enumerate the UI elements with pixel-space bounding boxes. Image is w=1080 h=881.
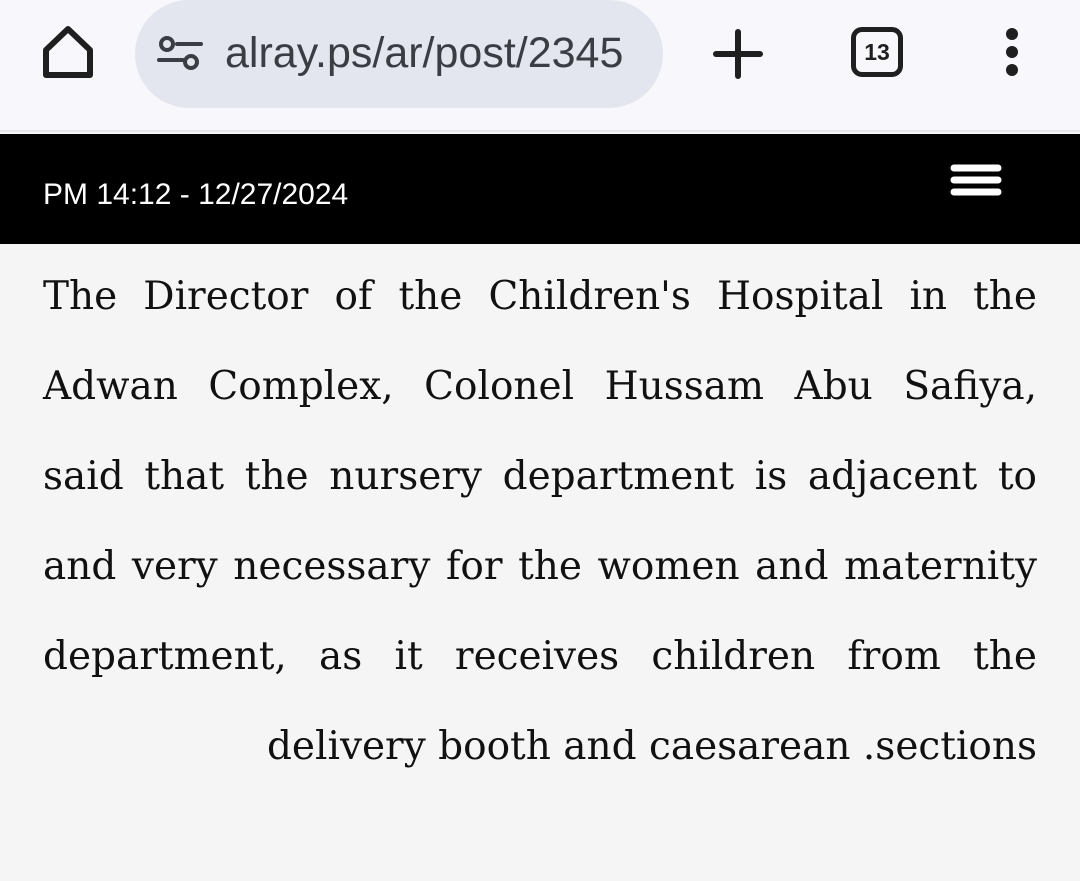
tab-count-button[interactable]: 13 (851, 27, 903, 77)
site-menu-button[interactable] (950, 162, 1002, 202)
new-tab-button[interactable] (710, 26, 766, 82)
url-text[interactable]: alray.ps/ar/post/2345 (225, 29, 624, 77)
tune-icon[interactable] (157, 34, 203, 74)
article-paragraph: The Director of the Children's Hospital in the Adwan Complex, Colonel Hussam Abu Safiya, said that the nursery department is adjacent to and very necessary for the women and maternity department, as it receives children from the delivery booth and caesarean .sections (43, 274, 1037, 769)
home-icon (36, 20, 100, 84)
address-bar[interactable] (135, 0, 663, 108)
plus-icon (710, 26, 766, 82)
more-vertical-icon (992, 24, 1032, 84)
browser-menu-button[interactable] (992, 24, 1032, 84)
home-button[interactable] (36, 20, 100, 84)
post-datetime: PM 14:12 - 12/27/2024 (43, 178, 349, 211)
hamburger-icon (950, 162, 1002, 202)
site-header (0, 134, 1080, 244)
browser-toolbar (0, 0, 1080, 132)
